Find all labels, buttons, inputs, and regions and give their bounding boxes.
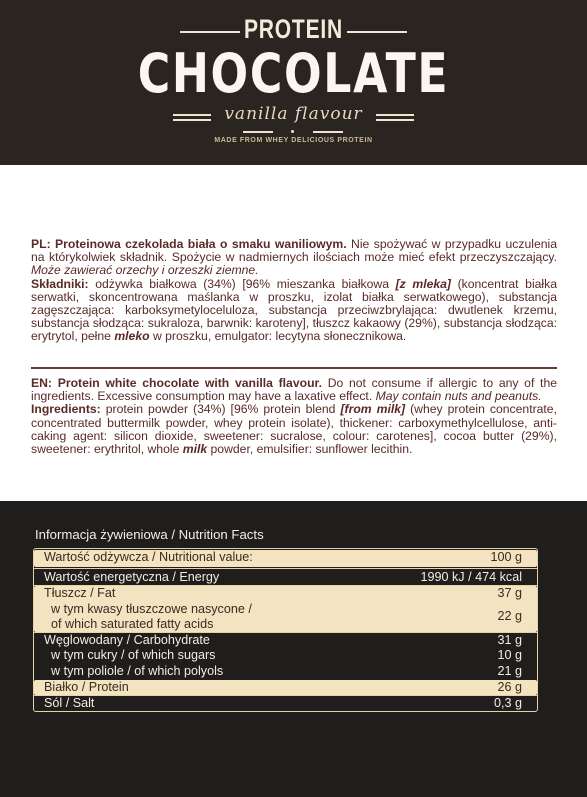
nutrition-title: Informacja żywieniowa / Nutrition Facts xyxy=(35,527,264,542)
en-title: Protein white chocolate with vanilla flavour. xyxy=(57,376,322,390)
table-row xyxy=(34,602,537,632)
row-label: Tłuszcz / Fat xyxy=(44,586,116,600)
table-row xyxy=(34,680,537,695)
row-label: Węglowodany / Carbohydrate xyxy=(44,633,210,647)
pl-title: Proteinowa czekolada biała o smaku waniliowym. xyxy=(55,237,347,251)
en-allergen: May contain nuts and peanuts. xyxy=(375,389,542,404)
en-ingredients-text: powder, emulsifier: sunflower lecithin. xyxy=(210,442,413,457)
header-flavour: vanilla flavour xyxy=(224,104,363,124)
row-divider xyxy=(34,695,537,696)
en-warning: Do not consume if allergic to any of the ingredients. Excessive consumption may have a laxative effect. xyxy=(31,376,557,404)
en-ingredients-text: (whey protein concentrate, concentrated buttermilk powder, whey protein isolate), thickener: carboxymethylcellulose, anti-caking agent: silicon dioxide, sweetener: sucralose, colour: carotenes], cocoa butter (29%), sweetener: erythritol, whole xyxy=(31,402,557,457)
pl-tag: PL: xyxy=(31,237,51,251)
pl-allergen: Może zawierać orzechy i orzeszki ziemne. xyxy=(31,263,259,278)
header-chocolate: CHOCOLATE xyxy=(137,42,450,105)
section-divider xyxy=(31,367,557,369)
row-value: 22 g xyxy=(497,609,522,623)
row-value: 31 g xyxy=(497,633,522,647)
pl-ingredients-text: (koncentrat białka serwatki, skoncentrowana maślanka w proszku, izolat białka serwatkowego), substancja zagęszczająca: karboksymetyloceluloza, substancja przeciwzbrylająca: dwutlenek krzemu, substancja słodząca: sukraloza, barwnik: karoteny], tłuszcz kakaowy (29%), substancja słodząca: erytrytol, pełne xyxy=(31,276,558,344)
pl-ingredients-text: odżywka białkowa (34%) [96% mieszanka białkowa xyxy=(95,276,389,291)
row-label: Białko / Protein xyxy=(44,680,129,694)
en-milk-allergen: [from milk] xyxy=(340,402,406,417)
pl-ingredients-text: w proszku, emulgator: lecytyna słonecznikowa. xyxy=(152,329,407,344)
divider-line xyxy=(243,131,273,133)
row-label: w tym cukry / of which sugars xyxy=(51,648,216,662)
table-row xyxy=(34,664,537,679)
dot-icon xyxy=(291,130,294,133)
pl-milk-allergen: [z mleka] xyxy=(395,276,451,291)
table-row xyxy=(34,696,537,711)
en-section xyxy=(31,377,557,456)
row-value: 21 g xyxy=(497,664,522,678)
row-label: Sól / Salt xyxy=(44,696,95,710)
product-header xyxy=(0,0,587,165)
row-value: 1990 kJ / 474 kcal xyxy=(420,570,522,584)
en-ingredients-text: protein powder (34%) [96% protein blend xyxy=(105,402,336,417)
row-value: 0,3 g xyxy=(493,696,522,710)
row-value: 26 g xyxy=(497,680,522,694)
divider-line xyxy=(313,131,343,133)
pl-warning: Nie spożywać w przypadku uczulenia na którykolwiek składnik. Spożycie w nadmiernych ilościach może mieć efekt przeczyszczający. xyxy=(31,237,557,265)
en-ingredients-label: Ingredients: xyxy=(31,402,101,417)
table-row xyxy=(34,633,537,648)
row-label: w tym kwasy tłuszczowe nasycone / xyxy=(51,602,252,616)
pl-ingredients-label: Składniki: xyxy=(31,276,89,291)
row-value: 37 g xyxy=(497,586,522,600)
pl-milk-allergen: mleko xyxy=(114,329,150,344)
row-label: Wartość odżywcza / Nutritional value: xyxy=(44,550,253,564)
table-row xyxy=(34,570,537,585)
row-value: 100 g xyxy=(490,550,522,564)
row-divider xyxy=(34,585,537,586)
en-tag: EN: xyxy=(31,376,52,390)
en-milk-allergen: milk xyxy=(182,442,208,457)
pl-section xyxy=(31,238,557,344)
row-divider xyxy=(34,568,537,569)
row-label: of which saturated fatty acids xyxy=(51,617,214,631)
table-row xyxy=(34,550,537,567)
header-tagline: MADE FROM WHEY DELICIOUS PROTEIN xyxy=(214,137,373,144)
row-label: w tym poliole / of which polyols xyxy=(51,664,224,678)
row-divider xyxy=(34,632,537,633)
row-label: Wartość energetyczna / Energy xyxy=(44,570,220,584)
header-protein: PROTEIN xyxy=(243,14,344,44)
row-value: 10 g xyxy=(497,648,522,662)
table-row xyxy=(34,648,537,663)
